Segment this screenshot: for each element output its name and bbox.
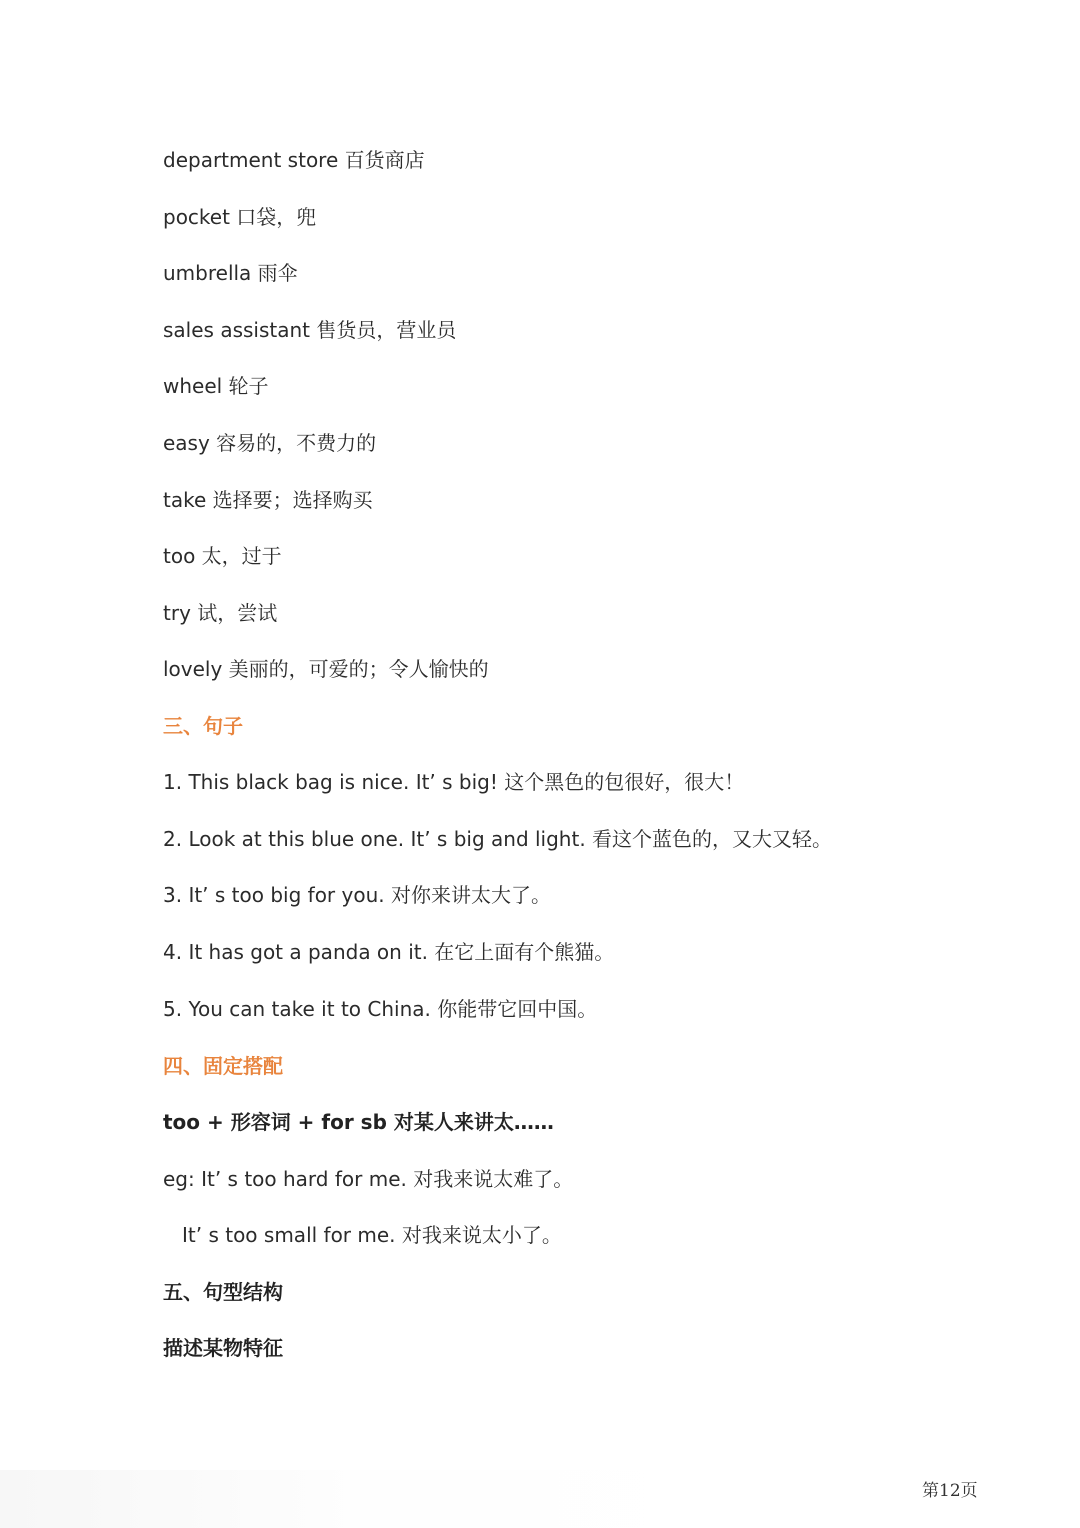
section-heading-sentences: 三、句子: [163, 714, 243, 738]
vocab-item: easy 容易的，不费力的: [163, 431, 377, 455]
vocab-item: lovely 美丽的，可爱的；令人愉快的: [163, 657, 489, 681]
vocab-item: umbrella 雨伞: [163, 261, 298, 285]
vocab-item: take 选择要；选择购买: [163, 488, 373, 512]
vocab-item: try 试，尝试: [163, 601, 278, 625]
sentence-item: 2. Look at this blue one. It’ s big and light. 看这个蓝色的，又大又轻。: [163, 827, 833, 851]
example-sentence: eg: It’ s too hard for me. 对我来说太难了。: [163, 1167, 574, 1191]
vocab-item: too 太，过于: [163, 544, 282, 568]
example-sentence: It’ s too small for me. 对我来说太小了。: [182, 1223, 562, 1247]
vocab-item: pocket 口袋，兜: [163, 205, 317, 229]
sentence-item: 3. It’ s too big for you. 对你来讲太大了。: [163, 883, 551, 907]
sentence-item: 5. You can take it to China. 你能带它回中国。: [163, 997, 598, 1021]
section-heading-collocations: 四、固定搭配: [163, 1054, 283, 1078]
sentence-item: 4. It has got a panda on it. 在它上面有个熊猫。: [163, 940, 615, 964]
page-number: 第12页: [922, 1481, 978, 1501]
vocab-item: wheel 轮子: [163, 374, 269, 398]
sentence-item: 1. This black bag is nice. It’ s big! 这个黑色的包很好，很大！: [163, 770, 745, 794]
scan-smudge: [0, 1470, 740, 1528]
collocation-pattern: too + 形容词 + for sb 对某人来讲太……: [163, 1110, 554, 1134]
vocab-item: department store 百货商店: [163, 148, 425, 172]
section-heading-sentence-patterns: 五、句型结构: [163, 1280, 283, 1304]
subheading-describe-features: 描述某物特征: [163, 1336, 283, 1360]
vocab-item: sales assistant 售货员，营业员: [163, 318, 457, 342]
